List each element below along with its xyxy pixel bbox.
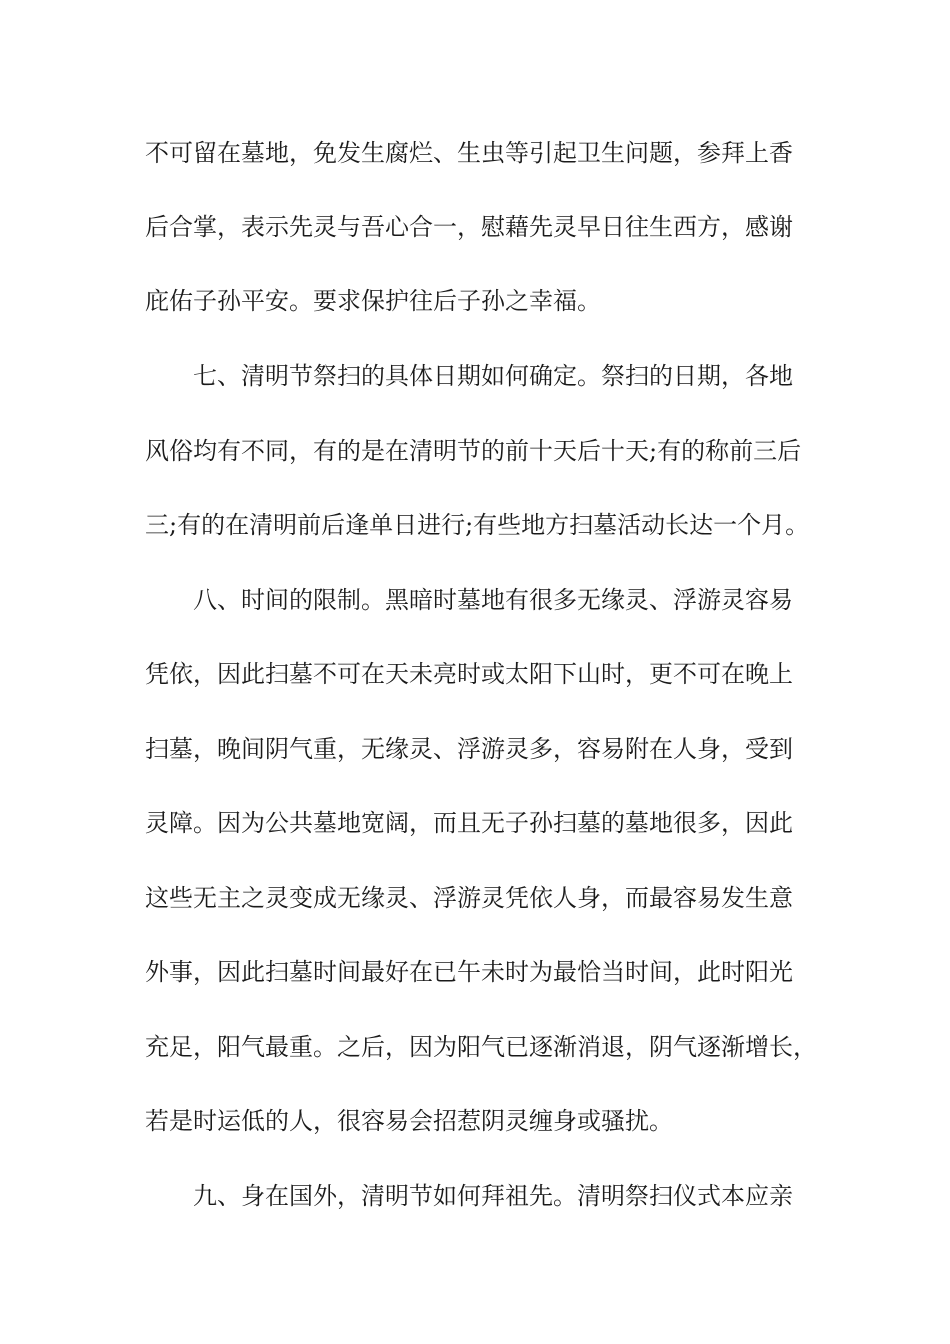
text-line-8: 凭依，因此扫墓不可在天未亮时或太阳下山时，更不可在晚上	[145, 660, 793, 688]
text-line-13: 充足，阳气最重。之后，因为阳气已逐渐消退，阴气逐渐增长，	[145, 1033, 817, 1061]
text-line-2: 后合掌，表示先灵与吾心合一，慰藉先灵早日往生西方，感谢	[145, 213, 793, 241]
text-line-5: 风俗均有不同，有的是在清明节的前十天后十天;有的称前三后	[145, 437, 802, 465]
section-8-heading-line: 八、时间的限制。黑暗时墓地有很多无缘灵、浮游灵容易	[193, 586, 793, 614]
text-line-14: 若是时运低的人，很容易会招惹阴灵缠身或骚扰。	[145, 1107, 673, 1135]
text-line-6: 三;有的在清明前后逢单日进行;有些地方扫墓活动长达一个月。	[145, 511, 810, 539]
text-line-1: 不可留在墓地，免发生腐烂、生虫等引起卫生问题，参拜上香	[145, 139, 793, 167]
text-line-11: 这些无主之灵变成无缘灵、浮游灵凭依人身，而最容易发生意	[145, 884, 793, 912]
text-line-10: 灵障。因为公共墓地宽阔，而且无子孙扫墓的墓地很多，因此	[145, 809, 793, 837]
section-9-heading-line: 九、身在国外，清明节如何拜祖先。清明祭扫仪式本应亲	[193, 1182, 793, 1210]
section-7-heading-line: 七、清明节祭扫的具体日期如何确定。祭扫的日期，各地	[193, 362, 793, 390]
text-line-3: 庇佑子孙平安。要求保护往后子孙之幸福。	[145, 287, 601, 315]
text-line-12: 外事，因此扫墓时间最好在已午未时为最恰当时间，此时阳光	[145, 958, 793, 986]
text-line-9: 扫墓，晚间阴气重，无缘灵、浮游灵多，容易附在人身，受到	[145, 735, 793, 763]
